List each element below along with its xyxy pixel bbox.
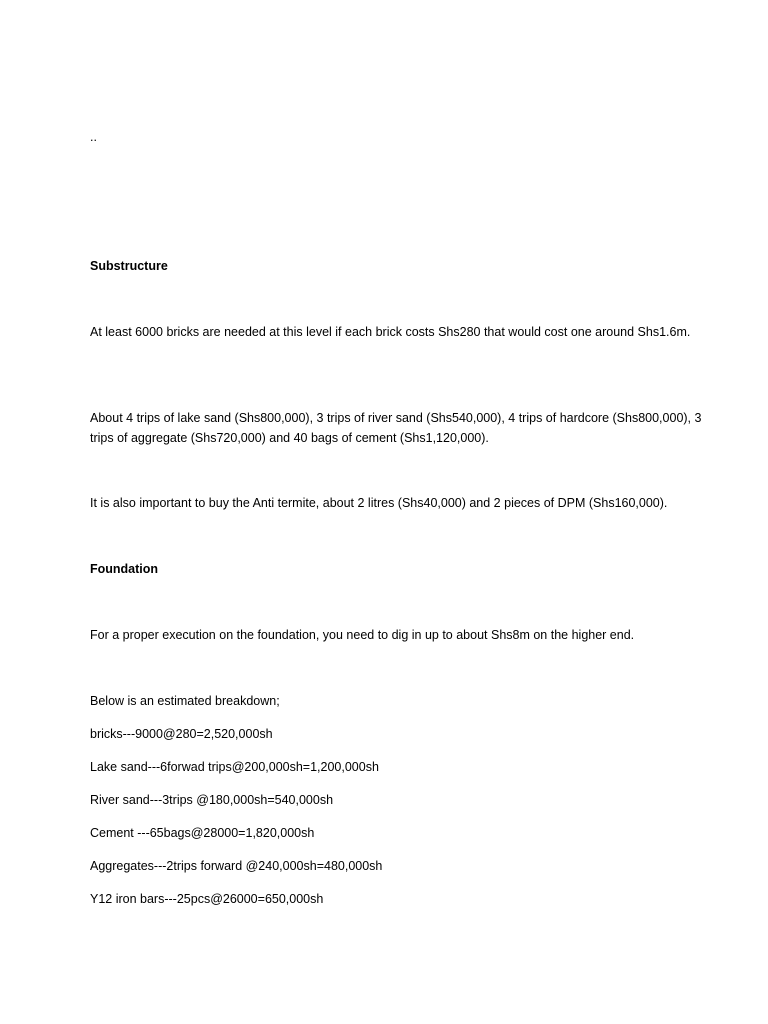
ellipsis-text: .. xyxy=(90,130,97,144)
foundation-paragraph-1: For a proper execution on the foundation, you need to dig in up to about Shs8m on the higher end. xyxy=(90,628,635,642)
breakdown-item-bricks: bricks---9000@280=2,520,000sh xyxy=(90,727,273,741)
substructure-paragraph-1: At least 6000 bricks are needed at this level if each brick costs Shs280 that would cost one around Shs1.6m. xyxy=(90,325,691,339)
breakdown-item-river-sand: River sand---3trips @180,000sh=540,000sh xyxy=(90,793,334,807)
substructure-paragraph-2: About 4 trips of lake sand (Shs800,000), 3 trips of river sand (Shs540,000), 4 trips of hardcore (Shs800,000), 3 trips of aggregate (Shs720,000) and 40 bags of cement (Shs1,120,000). xyxy=(90,411,702,445)
substructure-paragraph-3: It is also important to buy the Anti termite, about 2 litres (Shs40,000) and 2 pieces of DPM (Shs160,000). xyxy=(90,496,668,510)
breakdown-item-aggregates: Aggregates---2trips forward @240,000sh=480,000sh xyxy=(90,859,383,873)
breakdown-intro: Below is an estimated breakdown; xyxy=(90,694,280,708)
breakdown-item-iron-bars: Y12 iron bars---25pcs@26000=650,000sh xyxy=(90,892,324,906)
substructure-heading: Substructure xyxy=(90,259,168,273)
breakdown-item-cement: Cement ---65bags@28000=1,820,000sh xyxy=(90,826,315,840)
breakdown-item-lake-sand: Lake sand---6forwad trips@200,000sh=1,200,000sh xyxy=(90,760,379,774)
foundation-heading: Foundation xyxy=(90,562,159,576)
